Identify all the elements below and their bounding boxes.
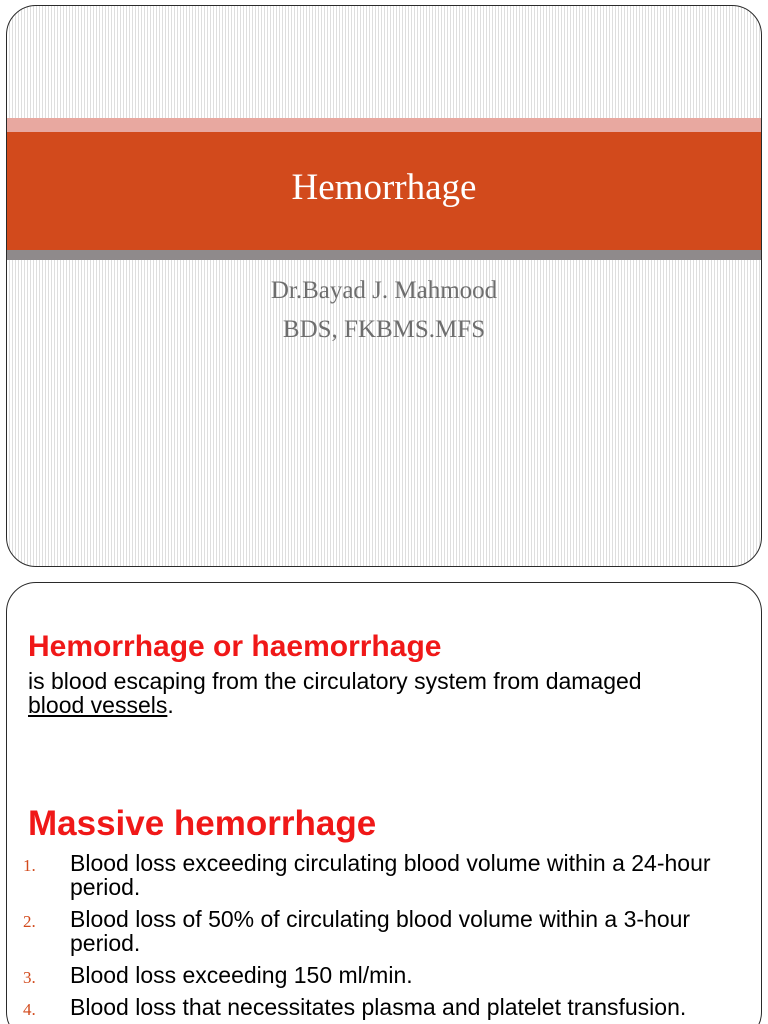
title-band-top-stripe xyxy=(7,118,761,132)
list-item xyxy=(7,963,762,987)
list-item-text: Blood loss of 50% of circulating blood volume within a 3-hour period. xyxy=(70,906,691,956)
content-slide xyxy=(6,582,762,1024)
list-item-number: 3. xyxy=(23,968,36,987)
list-item xyxy=(7,907,762,955)
list-item xyxy=(7,851,762,899)
author-credentials: BDS, FKBMS.MFS xyxy=(282,316,486,343)
author-name: Dr.Bayad J. Mahmood xyxy=(270,277,498,304)
slide-title: Hemorrhage xyxy=(291,167,477,208)
massive-hemorrhage-heading: Massive hemorrhage xyxy=(28,804,377,843)
definition-suffix: . xyxy=(167,692,174,718)
list-item xyxy=(7,995,762,1019)
list-item-number: 1. xyxy=(23,856,36,875)
list-item-text: Blood loss that necessitates plasma and platelet transfusion. xyxy=(70,994,687,1020)
title-band-bottom-stripe xyxy=(7,250,761,260)
list-item-text: Blood loss exceeding 150 ml/min. xyxy=(70,962,413,988)
list-item-number: 2. xyxy=(23,912,36,931)
definition-heading: Hemorrhage or haemorrhage xyxy=(28,630,442,663)
list-item-text: Blood loss exceeding circulating blood volume within a 24-hour period. xyxy=(70,850,711,900)
massive-hemorrhage-criteria-list xyxy=(7,851,762,1024)
definition-prefix: is blood escaping from the circulatory system from damaged xyxy=(28,668,642,694)
blood-vessels-link[interactable]: blood vessels xyxy=(28,692,168,718)
definition-text xyxy=(28,669,668,717)
title-slide xyxy=(6,5,762,567)
list-item-number: 4. xyxy=(23,1000,36,1019)
